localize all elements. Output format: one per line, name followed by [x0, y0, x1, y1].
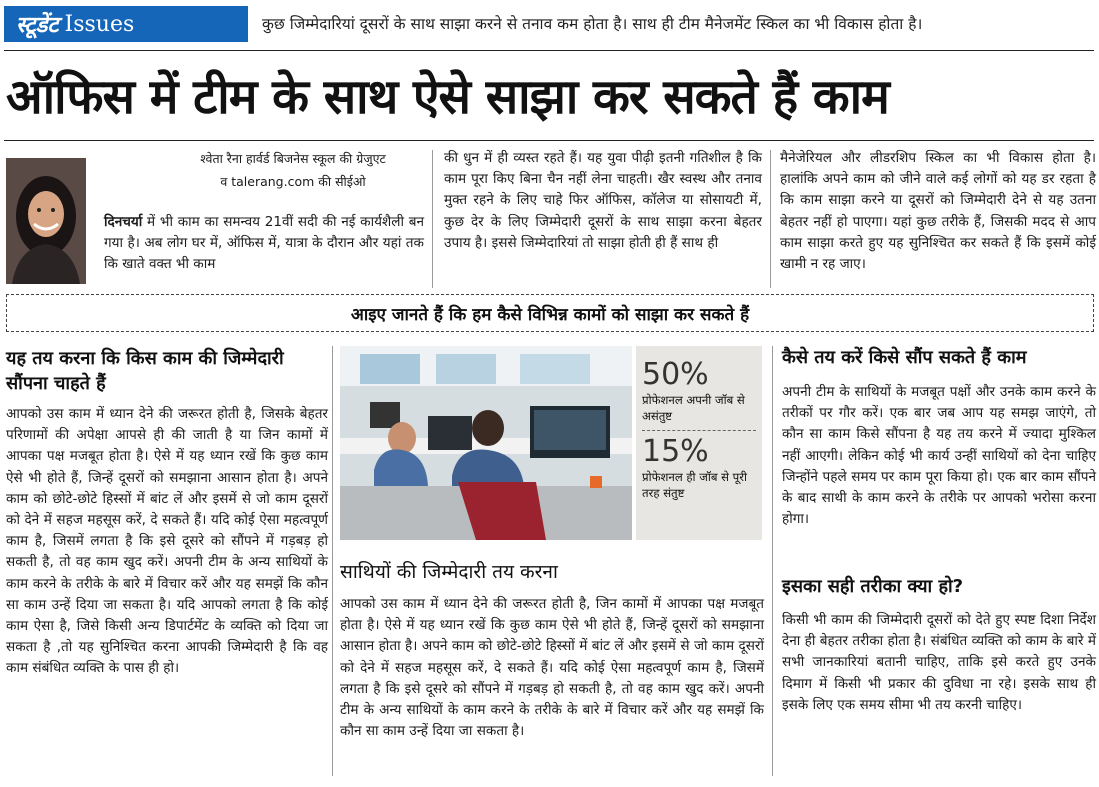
- sub-banner: [6, 294, 1094, 332]
- section-4-heading: इसका सही तरीका क्या हो?: [782, 576, 964, 597]
- author-byline: श्वेता रैना हार्वर्ड बिजनेस स्कूल की ग्रेजुएट: [200, 151, 386, 166]
- section-1-heading: यह तय करना कि किस काम की जिम्मेदारी सौंपना चाहते हैं: [6, 348, 284, 394]
- intro-column-1: [104, 212, 424, 276]
- column-divider: [770, 150, 771, 288]
- column-divider: [772, 346, 773, 776]
- top-rule: [4, 50, 1094, 51]
- section-2-heading: साथियों की जिम्मेदारी तय करना: [340, 561, 558, 583]
- stat-value: 50%: [642, 357, 709, 392]
- section-1-body: आपको उस काम में ध्यान देने की जरूरत होती है, जिसके बेहतर परिणामों की अपेक्षा आपसे ही की जाती है या जिन कामों में आपका पक्ष मजबूत होता है। ऐसे में यह ध्यान रखें कि कुछ काम ऐसे भी होते हैं, जिन्हें दूसरों को समझाना आसान होता है। अपने काम को छोटे-छोटे हिस्सों में बांट लें और इसमें से जो काम दूसरों को देने में सहज महसूस करें, दे सकते हैं। यदि कोई ऐसा महत्वपूर्ण काम है, जिसमें लगता है कि इसे दूसरे को सौंपने में गड़बड़ हो सकती है, तो वह काम खुद करें। अपनी टीम के अन्य साथियों के काम करने के तरीके के बारे में विचार करें और यह समझें कि कौन सा काम उन्हें दिया जा सकता है। यदि आपको लगता है कि कोई काम ऐसा है, जिसे किसी अन्य डिपार्टमेंट के व्यक्ति को दिया जा सकता है ,तो यह सुनिश्चित करना आपकी जिम्मेदारी है कि वह काम संबंधित व्यक्ति के पास ही हो।: [6, 406, 328, 677]
- column-divider: [432, 150, 433, 288]
- headline-rule: [4, 140, 1094, 141]
- section-3-body: अपनी टीम के साथियों के मजबूत पक्षों और उनके काम करने के तरीकों पर गौर करें। एक बार जब आप यह समझ जाएंगे, तो कौन सा काम किसे सौंपना है यह तय करने में ज्यादा मुश्किल नहीं आएगी। लेकिन कोई भी कार्य उन्हीं साथियों को देना चाहिए जिन्होंने पहले समय पर काम पूरा किया हो। एक बार काम सौंपने के बाद साथी के काम करने के तरीके पर आपको भरोसा करना होगा।: [782, 384, 1096, 528]
- intro-text-1: में भी काम का समन्वय 21वीं सदी की नई कार्यशैली बन गया है। अब लोग घर में, ऑफिस में, यात्रा के दौरान और यहां तक कि खाते वक्त भी काम: [104, 214, 424, 273]
- headline: ऑफिस में टीम के साथ ऐसे साझा कर सकते हैं काम: [6, 69, 889, 125]
- author-photo: [6, 158, 86, 284]
- tagline: कुछ जिम्मेदारियां दूसरों के साथ साझा करने से तनाव कम होता है। साथ ही टीम मैनेजमेंट स्किल का भी विकास होता है।: [262, 15, 923, 33]
- sub-banner-text: आइए जानते हैं कि हम कैसे विभिन्न कामों को साझा कर सकते हैं: [350, 304, 750, 325]
- column-divider: [332, 346, 333, 776]
- masthead-brand: स्टूडेंट: [16, 13, 59, 38]
- author-affiliation: व talerang.com की सीईओ: [220, 174, 366, 189]
- intro-column-3: मैनेजेरियल और लीडरशिप स्किल का भी विकास होता है। हालांकि अपने काम को जीने वाले कई लोगों को यह डर रहता है कि काम साझा करने या दूसरों को जिम्मेदारी देने से यह उतना बेहतर नहीं हो पाएगा। यहां कुछ तरीके हैं, जिसकी मदद से आप काम साझा करते हुए यह सुनिश्चित कर सकते हैं कि इसमें कोई खामी न रह जाए।: [780, 150, 1096, 273]
- intro-column-2: की धुन में ही व्यस्त रहते हैं। यह युवा पीढ़ी इतनी गतिशील है कि काम पूरा किए बिना चैन नहीं लेना चाहती। खैर स्वस्थ और तनाव मुक्त रहने के लिए चाहे फिर ऑफिस, कॉलेज या सोसायटी में, कुछ देर के लिए जिम्मेदारी दूसरों के साथ साझा करना बेहतर उपाय है। इससे जिम्मेदारियां तो साझा होती ही हैं साथ ही: [444, 150, 762, 251]
- section-4-body: किसी भी काम की जिम्मेदारी दूसरों को देते हुए स्पष्ट दिशा निर्देश देना ही बेहतर तरीका होता है। संबंधित व्यक्ति को काम के बारे में सभी जानकारियां बतानी चाहिए, ताकि इसे करते हुए उनके दिमाग में किसी भी प्रकार की दुविधा ना रहे। इसके साथ ही इसके लिए एक समय सीमा भी तय करनी चाहिए।: [782, 612, 1096, 713]
- section-2-body: आपको उस काम में ध्यान देने की जरूरत होती है, जिन कामों में आपका पक्ष मजबूत होता है। ऐसे में यह ध्यान रखें कि कुछ काम ऐसे भी होते हैं, जिन्हें दूसरों को समझाना आसान होता है। अपने काम को छोटे-छोटे हिस्सों में बांट लें और इसमें से जो काम दूसरों को देने में सहज महसूस करें, दे सकते हैं। यदि कोई ऐसा महत्वपूर्ण काम है, जिसमें लगता है कि इसे दूसरे को सौंपने में गड़बड़ हो सकती है, तो वह काम खुद करें। अपनी टीम के अन्य साथियों के काम करने के तरीके के बारे में विचार करें और यह समझें कि कौन सा काम उन्हें दिया जा सकता है।: [340, 596, 764, 740]
- stat-separator: [642, 430, 756, 431]
- stat-text: प्रोफेशनल अपनी जॉब से असंतुष्ट: [642, 393, 745, 423]
- intro-lead-word: दिनचर्या: [104, 214, 143, 230]
- section-masthead: [4, 6, 248, 42]
- office-photo: [340, 346, 632, 540]
- section-3-heading: कैसे तय करें किसे सौंप सकते हैं काम: [782, 347, 1027, 368]
- stat-text: प्रोफेशनल ही जॉब से पूरी तरह संतुष्ट: [642, 470, 748, 500]
- stats-box: [636, 346, 762, 540]
- masthead-section: Issues: [64, 11, 135, 37]
- stat-value: 15%: [642, 434, 709, 469]
